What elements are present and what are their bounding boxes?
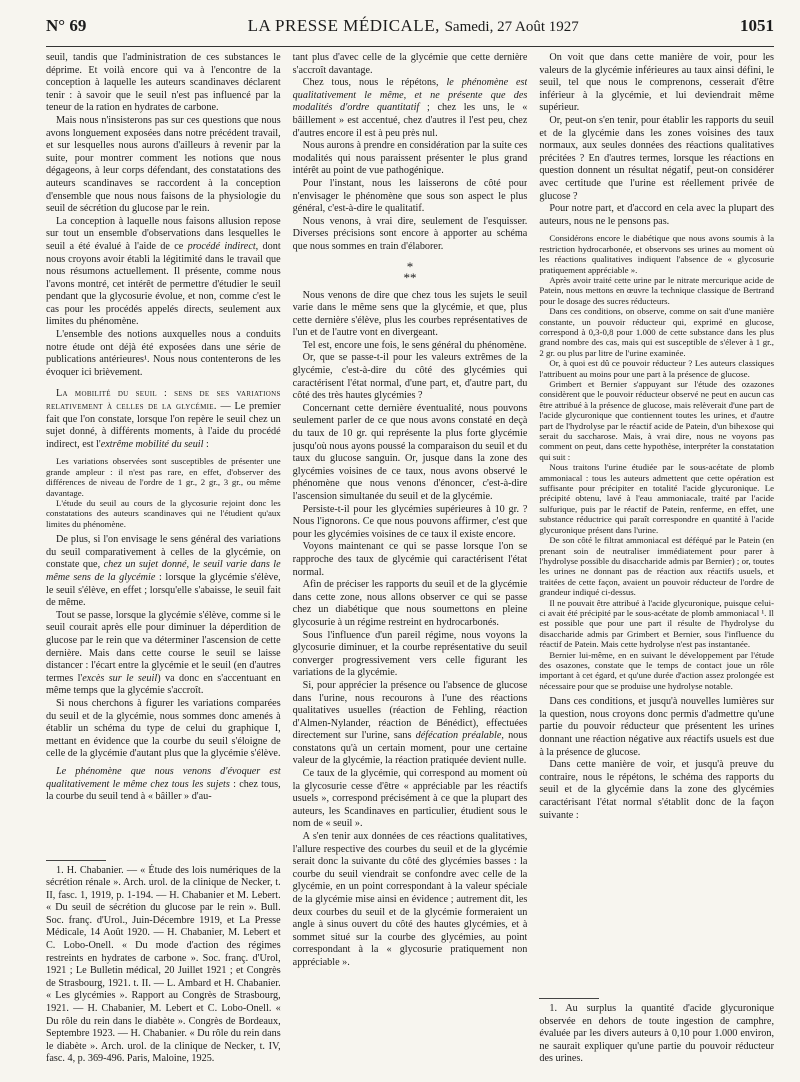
paragraph-small: De son côté le filtrat ammoniacal est déféqué par le Patein (en prenant soin de neutraliser immédiatement pour parer à l'hydrolyse possible du disaccharide admis par Bernier) ; or, toutes les urines ne donnant pas de réaction aux réactifs usuels, et traitées de cette façon, avaient un pouvoir réducteur de l'ordre de grandeur indiqué ci-dessus. <box>539 535 774 598</box>
paragraph: Nous aurons à prendre en considération par la suite ces modalités qui nous paraissent présenter le plus grand intérêt au point de vue pathogénique. <box>292 140 528 177</box>
issue-date: Samedi, 27 Août 1927 <box>444 19 579 35</box>
column-3 <box>539 52 774 1066</box>
italic-run: excès sur le seuil <box>82 672 158 684</box>
paragraph-small: Or, à quoi est dû ce pouvoir réducteur ? Les auteurs classiques l'attribuent au moins pour une part à la présence de glucose. <box>539 358 774 379</box>
paragraph-small: L'étude du seuil au cours de la glycosurie rejoint donc les constatations des auteurs scandinaves qui ne l'étudient qu'aux limites du phénomène. <box>46 498 281 529</box>
paragraph-small: Il ne pouvait être attribué à l'acide glycuronique, puisque celui-ci avait été précipité par le sous-acétate de plomb ammoniacal ¹. Il est possible que pour une part il résulte de l'hydrolyse du disaccharide admis par Grimbert et Bernier, sous l'influence du réactif de Patein. Mais cette hydrolyse n'est pas instantanée. <box>539 597 774 650</box>
text-run: : lorsque la glycémie s'élève, le seuil s'élève, en effet ; lorsqu'elle s'abaisse, le seuil fait de même. <box>46 572 281 609</box>
paragraph-small: Après avoir traité cette urine par le nitrate mercurique acide de Patein, nous mettons en œuvre la technique classique de Bertrand pour le dosage des sucres réducteurs. <box>539 274 774 306</box>
paragraph: Voyons maintenant ce qui se passe lorsque l'on se rapproche des taux de glycémie qui caractérisent l'état normal. <box>292 541 528 578</box>
paragraph-small: Bernier lui-même, en en suivant le développement par l'étude des osazones, constate que le temps de contact joue un rôle important à cet égard, et qu'une durée d'action assez prolongée est nécessaire pour que se produise une hydrolyse notable. <box>539 649 774 691</box>
paragraph: Pour l'instant, nous les laisserons de côté pour n'envisager le phénomène que sous son aspect le plus général, c'est-à-dire le qualitatif. <box>292 177 528 215</box>
text-run: : chez tous, la courbe du seuil tend à « bâiller » d'au- <box>46 778 281 803</box>
journal-title <box>248 16 579 36</box>
page-number: 1051 <box>740 16 774 35</box>
paragraph: tant plus d'avec celle de la glycémie que cette dernière s'accroît davantage. <box>292 52 528 76</box>
paragraph: A s'en tenir aux données de ces réactions qualitatives, l'allure respective des courbes du seuil et de la glycémie serait donc la suivante du côté des glycémies basses : la courbe du seuil viendrait se confondre avec celle de la glycémie, en un point correspondant à la valeur spéciale de la glycémie mise ainsi en évidence ; autrement dit, les deux courbes du seuil et de la glycémie formeraient un angle à sinus ouvert du côté des hautes glycémies, et à sommet situé sur la courbe des glycémies, au point correspondant à la « glycosurie pratiquement non appréciable ». <box>292 831 528 968</box>
italic-run: procédé indirect <box>187 240 256 252</box>
footnote-divider <box>46 860 106 861</box>
italic-run: le phénomène est qualitativement le même, et ne présente que des modalités d'ordre quantitatif <box>292 77 528 114</box>
footnote: 1. Au surplus la quantité d'acide glycuronique observée en dehors de toute ingestion de camphre, évaluée par les divers auteurs à 0,10 pour 1.000 environ, ne saurait expliquer qu'une partie du pouvoir réducteur des urines. <box>539 1003 774 1065</box>
asterism-top: * <box>406 258 414 274</box>
paragraph: Persiste-t-il pour les glycémies supérieures à 10 gr. ? Nous l'ignorons. Ce que nous pouvons affirmer, c'est que pour les glycémies voisines de ce taux il existe encore. <box>292 503 528 540</box>
column-2 <box>293 52 528 1066</box>
text-run: Tout se passe, lorsque la glycémie s'élève, comme si le seuil courait après elle pour diminuer la déperdition de glucose par le rein que va déterminer l'ascension de cette dernière. Mais dans cette course le seuil se laisse distancer : l'écart entre la glycémie et le seuil (en d'autres termes l' <box>46 609 281 684</box>
italic-run: défécation préalable <box>415 730 502 742</box>
text-run: : <box>203 438 209 450</box>
italic-run: chez un sujet donné, le seuil varie dans le même sens de la glycémie <box>46 559 281 584</box>
page-header <box>46 16 774 47</box>
paragraph: Ce taux de la glycémie, qui correspond au moment où la glycosurie cesse d'être « appréciable par les réactifs usuels », correspond précisément à ce que la plupart des auteurs, les Scandinaves en particulier, étudient sous le nom de « seuil ». <box>292 768 528 830</box>
paragraph: seuil, tandis que l'administration de ces substances le déprime. Et voilà encore qui va à l'encontre de la conception à laquelle les auteurs scandinaves déclarent tenir : à savoir que le seuil n'est pas influencé par la teneur de la ration en hydrates de carbone. <box>46 52 281 114</box>
section-asterism <box>293 258 528 285</box>
article-columns <box>46 47 774 1072</box>
text-run: Chez tous, nous le répétons, <box>302 77 447 89</box>
section-heading: La mobilité du seuil : sens de ses variations relativement à celles de la glycémie. <box>46 388 281 413</box>
paragraph <box>46 766 281 804</box>
paragraph: Afin de préciser les rapports du seuil et de la glycémie dans cette zone, nous allons observer ce qui se passe chez un diabétique que nous soumettons en pleine glycosurie à un régime restreint en hydrocarbonés. <box>292 579 528 628</box>
paragraph: Si nous cherchons à figurer les variations comparées du seuil et de la glycémie, nous sommes donc amenés à établir un schéma du type de celui du graphique I, mettant en évidence que la courbe du seuil s'éloigne de celle de la glycémie d'autant plus que la glycémie s'élève. <box>46 697 281 760</box>
paragraph: Dans cette manière de voir, et jusqu'à preuve du contraire, nous le répétons, le schéma des rapports du seuil et de la glycémie dans la zone des glycémies caractérisant l'état normal s'établit donc de la façon suivante : <box>539 759 774 821</box>
column-1 <box>46 52 281 1066</box>
paragraph: L'ensemble des notions auxquelles nous a conduits notre étude ont déjà été exposées dans une série de publications antérieures¹. Nous nous contenterons de les évoquer ici brièvement. <box>46 329 281 378</box>
footnote: 1. H. Chabanier. — « Étude des lois numériques de la sécrétion rénale ». Arch. urol. de la clinique de Necker, t. II, fasc. 1, 1919, p. 1-194. — H. Chabanier et M. Lebert. « Du seuil de sécrétion du glucose par le rein ». Bull. Soc. franç. d'Urol., Juin-Décembre 1919, et La Presse Médicale, 14 Août 1920. — H. Chabanier, M. Lebert et C. Lobo-Onell. « Du mode d'action des régimes restreints en hydrates de carbone ». Soc. franç. d'Urol, 1921 ; Le Bulletin médical, 20 Juillet 1921 ; et Congrès de Strasbourg, 1921. t. II. — L. Ambard et H. Chabanier. « Les glycémies ». Rapport au Congrès de Strasbourg, 1921. — H. Chabanier, M. Lebert et C. Lobo-Onell. « Du rôle du rein dans le diabète ». Congrès de Bordeaux, Septembre 1923. — H. Chabanier. « Du rôle du rein dans le diabète ». Arch. urol. de la clinique de Necker, t. IV, fasc. 4, p. 369-496. Paris, Maloine, 1925. <box>46 864 281 1065</box>
paragraph: Nous venons, à vrai dire, seulement de l'esquisser. Diverses précisions sont encore à apporter au schéma que nous sommes en train d'élaborer. <box>292 215 528 252</box>
paragraph-small: Dans ces conditions, on observe, comme on sait d'une manière constante, un pouvoir réducteur qui, exprimé en glucose, correspond à 0,3-0,8 pour 1.000 de cette substance dans les plus grand nombre des cas, mais qui est susceptible de s'élever à 1 gr., 2 gr. ou plus par litre de l'urine examinée. <box>539 306 774 358</box>
paragraph: Nous venons de dire que chez tous les sujets le seuil varie dans le même sens que la glycémie, et que, plus cette dernière s'élève, plus les courbes représentatives de l'un et de l'autre vont en divergeant. <box>292 289 528 339</box>
paragraph <box>46 216 281 329</box>
journal-name: LA PRESSE MÉDICALE, <box>247 16 445 35</box>
paragraph-small: Grimbert et Bernier s'appuyant sur l'étude des ozazones considèrent que le pouvoir réducteur observé ne peut en aucun cas être attribué à la présence de glucose, mais relèverait d'une part de l'acide glycuronique que contiennent toutes les urines, et d'autre part de l'hydrolyse par le réactif acide de Patein, d'un bihexose qui serait du saccharose. Mais, à vrai dire, nous ne voyons pas comment on peut, dans cette hypothèse, interpréter la constatation qui suit : <box>539 379 774 462</box>
paragraph: Concernant cette dernière éventualité, nous pouvons seulement parler de ce que nous avons constaté en deçà du taux de 10 gr. qui représente la plus forte glycémie jusqu'où nous ayons poussé la comparaison du seuil et du taux du glucose sanguin. Or, jusque dans la zone des glycémies voisines de ce taux, nous avons observé le phénomène que nous venons d'énoncer, c'est-à-dire l'ascension simultanée du seuil et de la glycémie. <box>292 402 528 502</box>
paragraph <box>293 77 528 140</box>
paragraph <box>293 680 528 768</box>
text-run: , dont nous croyons avoir établi la légitimité dans le travail que nous résumons actuellement. Il présente, comme nous l'avons montré, cet intérêt de permettre d'étudier le seuil pendant que la glycosurie évolue, et non, comme c'est le cas pour les procédés appelés directs, seulement aux limites du phénomène. <box>46 240 281 328</box>
paragraph: Tel est, encore une fois, le sens général du phénomène. <box>302 339 527 351</box>
paragraph: Dans ces conditions, et jusqu'à nouvelles lumières sur la question, nous croyons donc permis d'admettre qu'une partie du pouvoir réducteur que présentent les urines donnant une réaction négative aux réactifs usuels est due à la présence de glucose. <box>539 696 774 758</box>
paragraph-small: Nous traitons l'urine étudiée par le sous-acétate de plomb ammoniacal : tous les auteurs admettent que cette opération est suffisante pour précipiter en totalité l'acide glycuronique. Le précipité obtenu, lavé à l'eau ammoniacale, traité par l'acide sulfurique, puis par le réactif de Patein, renferme, en effet, une substance réductrice qui paraît correspondre en quantité à l'acide glycuronique présent dans l'urine. <box>539 462 774 535</box>
footnote-divider <box>539 998 599 999</box>
text-run: La conception à laquelle nous faisons allusion repose sur tout un ensemble d'observations dans lesquelles le seuil a été évalué à l'aide de ce <box>46 215 281 252</box>
paragraph: Or, que se passe-t-il pour les valeurs extrêmes de la glycémie, c'est-à-dire du côté des glycémies qui caractérisent l'état normal, d'une part, et, d'autre part, du côté des très hautes glycémies ? <box>292 352 528 402</box>
italic-run: extrême mobilité du seuil <box>100 438 204 450</box>
paragraph: Pour notre part, et d'accord en cela avec la plupart des auteurs, nous ne le pensons pas. <box>539 203 774 227</box>
paragraph-small: Les variations observées sont susceptibles de présenter une grande ampleur : il n'est pas rare, en effet, d'observer des différences de niveau de l'ordre de 1 gr., 2 gr., 3 gr., ou même davantage. <box>46 456 281 498</box>
paragraph <box>46 534 281 610</box>
asterism-bottom: ** <box>403 269 417 285</box>
issue-number: N° 69 <box>46 16 87 35</box>
text-run: Si, pour apprécier la présence ou l'absence de glucose dans l'urine, nous recourons à l'une des réactions qualitatives usuelles (réaction de Fehling, réaction d'Almen-Nylander, réaction de Bénédict), effectuées directement sur l'urine, sans <box>292 679 528 742</box>
text-run: ) va donc en s'accentuant en même temps que la glycémie s'accroît. <box>46 672 281 697</box>
italic-run: Le phénomène que nous venons d'évoquer est qualitativement le même chez tous les sujets <box>46 765 281 790</box>
section-heading-paragraph <box>46 388 281 451</box>
text-run: , nous constatons qu'à un certain moment, pour une certaine valeur de la glycémie, la réaction pratiquée devient nulle. <box>292 730 528 767</box>
text-run: ; chez les uns, le « bâillement » est accentué, chez d'autres il l'est peu, chez d'autres encore il est à peu près nul. <box>292 102 528 139</box>
paragraph: Sous l'influence d'un pareil régime, nous voyons la glycosurie diminuer, et la courbe représentative du seuil converger progressivement vers celle figurant les variations de la glycémie. <box>292 629 528 679</box>
text-run: — Le premier fait que l'on constate, lorsque l'on repère le seuil chez un sujet donné, à différents moments, à l'aide du procédé indirect, est l' <box>46 401 281 450</box>
paragraph <box>46 610 281 698</box>
paragraph-small: Considérons encore le diabétique que nous avons soumis à la restriction hydrocarbonée, et observons ses urines au moment où les réactions qualitatives indiquent l'absence de « glycosurie pratiquement appréciable ». <box>539 233 774 275</box>
paragraph: On voit que dans cette manière de voir, pour les valeurs de la glycémie inférieures au taux ainsi défini, le seuil, tel que nous le comprenons, cesserait d'être inférieur à la glycémie, et lui deviendrait même supérieur. <box>539 52 774 114</box>
text-run: De plus, si l'on envisage le sens général des variations du seuil comparativement à celles de la glycémie, on constate que, <box>46 534 281 571</box>
paragraph: Or, peut-on s'en tenir, pour établir les rapports du seuil et de la glycémie dans les zones voisines des taux normaux, aux seules données des réactions qualitatives précitées ? En d'autres termes, lorsque les réactions en question donnent un résultat négatif, peut-on considérer avec certitude que l'urine est réellement privée de glucose ? <box>539 114 774 202</box>
paragraph: Mais nous n'insisterons pas sur ces questions que nous avons longuement exposées dans notre précédent travail, et sur lesquelles nous aurons d'ailleurs à revenir par la suite, pour montrer comment les notions que nous dégageons, à leur corps défendant, des constatations des auteurs scandinaves se raccordent à la conception d'ensemble que nous nous faisons de la physiologie du seuil de sécrétion du glucose par le rein. <box>46 114 281 215</box>
